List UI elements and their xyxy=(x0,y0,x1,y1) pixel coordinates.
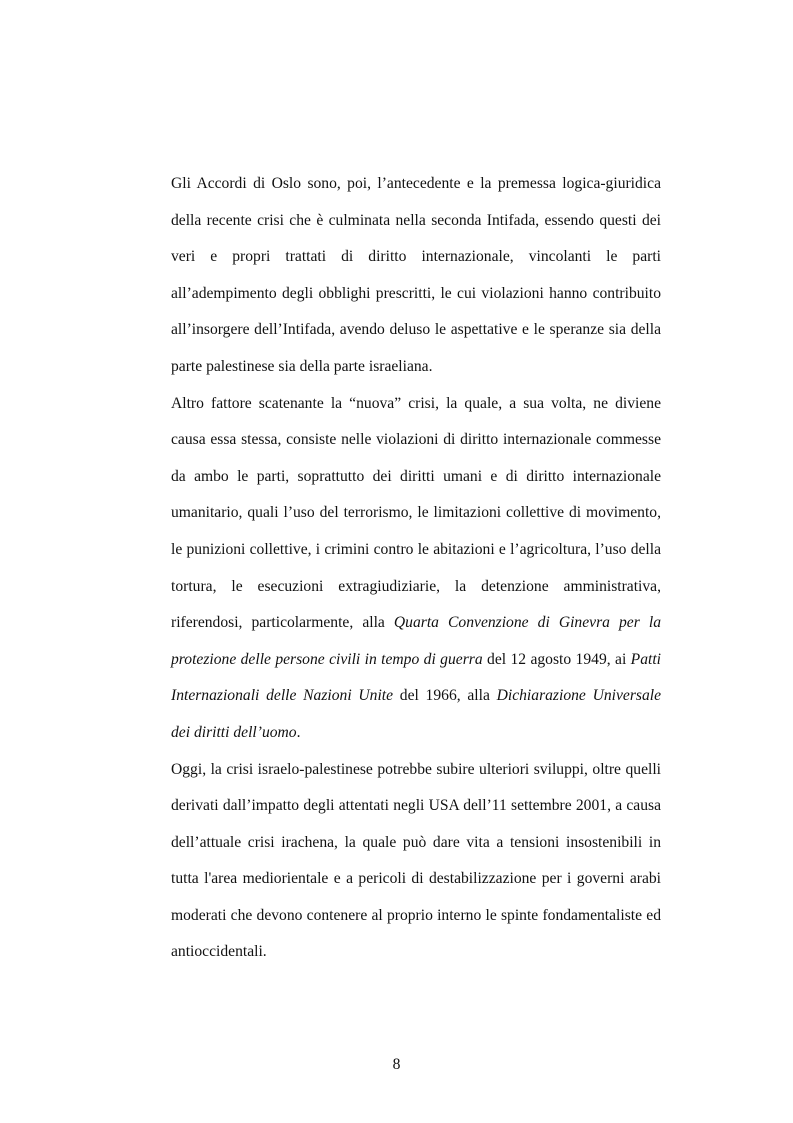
paragraph-violations-text-g: . xyxy=(296,723,301,741)
page-number: 8 xyxy=(392,1056,401,1073)
paragraph-current-crisis: Oggi, la crisi israelo-palestinese potrebbe subire ulteriori sviluppi, oltre quelli derivati dall’impatto degli attentati negli USA dell’11 settembre 2001, a causa dell’attuale crisi irachena, la quale può dare vita a tensioni insostenibili in tutta l'area mediorientale e a pericoli di destabilizzazione per i governi arabi moderati che devono contenere al proprio interno le spinte fondamentaliste ed antioccidentali. xyxy=(171,760,661,961)
universal-declaration-title: Dichiarazione Universale dei diritti dell’uomo xyxy=(171,687,662,741)
geneva-convention-title: Quarta Convenzione di Ginevra per la protezione delle persone civili in tempo di guerra xyxy=(171,614,661,668)
paragraph-violations-text-e: del 1966, alla xyxy=(393,687,497,705)
paragraph-violations-text-c: del 12 agosto 1949, ai xyxy=(482,650,631,668)
un-covenants-title: Patti Internazionali delle Nazioni Unite xyxy=(171,650,661,705)
paragraph-violations xyxy=(171,386,661,752)
document-body xyxy=(171,166,661,971)
paragraph-violations-text-a: Altro fattore scatenante la “nuova” crisi, la quale, a sua volta, ne diviene causa essa stessa, consiste nelle violazioni di diritto internazionale commesse da ambo le parti, soprattutto dei diritti umani e di diritto internazionale umanitario, quali l’uso del terrorismo, le limitazioni collettive di movimento, le punizioni collettive, i crimini contro le abitazioni e l’agricoltura, l’uso della tortura, le esecuzioni extragiudiziarie, la detenzione amministrativa, riferendosi, particolarmente, alla xyxy=(171,394,661,632)
paragraph-oslo-accords: Gli Accordi di Oslo sono, poi, l’antecedente e la premessa logica-giuridica della recente crisi che è culminata nella seconda Intifada, essendo questi dei veri e propri trattati di diritto internazionale, vincolanti le parti all’adempimento degli obblighi prescritti, le cui violazioni hanno contribuito all’insorgere dell’Intifada, avendo deluso le aspettative e le speranze sia della parte palestinese sia della parte israeliana. xyxy=(171,175,661,375)
